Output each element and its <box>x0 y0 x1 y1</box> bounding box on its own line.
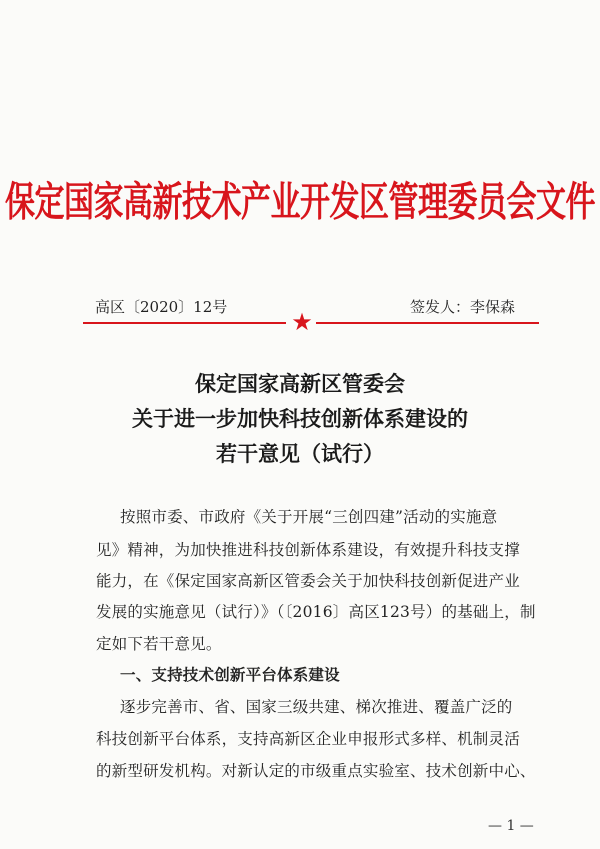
body-line: 能力，在《保定国家高新区管委会关于加快科技创新促进产业 <box>96 572 520 590</box>
red-rule-right <box>316 322 539 324</box>
body-line: 按照市委、市政府《关于开展“三创四建”活动的实施意 <box>120 508 498 526</box>
body-line: 科技创新平台体系，支持高新区企业申报形式多样、机制灵活 <box>96 730 520 748</box>
red-star-icon: ★ <box>291 308 313 336</box>
document-title-line-3: 若干意见（试行） <box>216 441 384 466</box>
document-title-line-2: 关于进一步加快科技创新体系建设的 <box>132 406 468 431</box>
page-number: — 1 — <box>488 818 534 834</box>
body-line: 发展的实施意见（试行）》（〔2016〕高区123号）的基础上，制 <box>96 603 536 621</box>
body-line: 定如下若干意见。 <box>96 635 222 653</box>
document-number: 高区〔2020〕12号 <box>95 298 228 316</box>
document-title-line-1: 保定国家高新区管委会 <box>195 371 405 396</box>
body-line: 的新型研发机构。对新认定的市级重点实验室、技术创新中心、 <box>96 762 536 780</box>
red-rule-left <box>83 322 286 324</box>
issuing-authority-title: 保定国家高新技术产业开发区管理委员会文件 <box>5 179 595 227</box>
signer: 签发人：李保森 <box>409 298 515 316</box>
section-heading: 一、支持技术创新平台体系建设 <box>120 665 340 684</box>
body-line: 逐步完善市、省、国家三级共建、梯次推进、覆盖广泛的 <box>120 698 513 716</box>
body-line: 见》精神，为加快推进科技创新体系建设，有效提升科技支撑 <box>96 541 520 559</box>
